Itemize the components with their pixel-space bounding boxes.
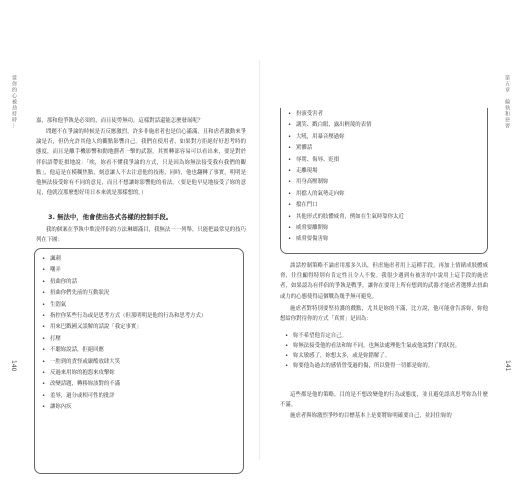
list-item: • 指控你某些行為或是思考方式（但那明明是他的行為和思考方式） <box>41 311 237 322</box>
right-paragraph-1: 談話控制策略不論虐用那多久出，但虐施虐者用上這種手段，再加上情緒成肢體威脅，往往顯得特別有肯定性且令人不悅。我很少遇到有被害的中說用上這手段的施虐者，如果認為有伴侶的爭執是戰爭，讓你在要用上所有想到的武器才能虐者選擇去扭曲或力的心態使得這個戰為幾乎無可避免。 <box>280 263 488 300</box>
reasons-list <box>284 331 488 371</box>
list-item: • 扭曲你的話 <box>41 277 237 288</box>
list-item: • 扮演受害者 <box>287 109 481 120</box>
list-item: • 用來巴戳國又誤解的話說「我定事實」 <box>41 322 237 333</box>
list-item: • 羞辱，過分或相可性的批評 <box>41 391 237 402</box>
tactics-box-right <box>280 108 488 254</box>
list-item: • 其他形式的肢體威脅，例如在生氣時靠你太近 <box>287 212 481 223</box>
right-running-head: 第五章 偏執和惡習 <box>504 75 510 129</box>
list-item: • 諷刺 <box>41 254 237 265</box>
left-page-number: 140 <box>10 360 17 372</box>
left-paragraph-1: 問題不在爭論的時候是否反應激烈，許多非施虐者也是信心滿滿，且和虐者激動來爭論是否，但仍允許其他人的觀點影響自己。我們在使用者，如果對方拒絕好好思考時的態度，而且是離手機影響和動地劃者一擊的武器，其實轉部容易可以看出來，要是對於伴侶語帶貶損地說：「唉，妳看不懂我爭論的方式，只是因為妳無法接受我有我們的觀點」，他這是在模糊焦點，刻意讓人不去注意他的技術，同時，他也翻轉了事實，明明是他無法接受妳有不同的意見，而且不想讓妳影響他的看法。（要是他早見地接受了妳的意見，他就沒那麼想好用日本來就是那樣想的。） <box>36 129 246 197</box>
list-item: • 反過來用妳的抱怨來攻擊妳 <box>41 368 237 379</box>
list-item: • 生悶氣 <box>41 300 237 311</box>
list-item: • 辱罵、侮辱、貶損 <box>287 155 481 166</box>
right-paragraph-4: 施虐者與妳激烈爭吵的目標基本上是要將妳明確要自己，並封住妳的 <box>290 413 452 419</box>
list-item: • 講笑、戳白眼、露出輕蔑的表情 <box>287 120 481 131</box>
list-item: • 大吼，用暴音壓過妳 <box>287 132 481 143</box>
left-paragraph-2: 我的個案在爭執中欺凌伴侶的方法琳瑯滿目，我無法一一列舉，只能把最常見的技巧列在下圖： <box>36 227 246 244</box>
list-item: • 嘲弄 <box>41 265 237 276</box>
list-item: • 罵髒話 <box>287 143 481 154</box>
list-item: • 打壓 <box>41 334 237 345</box>
list-item: • 用身高壓制妳 <box>287 177 481 188</box>
tactics-list-right <box>281 108 487 246</box>
list-item: • 擋在門口 <box>287 200 481 211</box>
list-item: • 走離現場 <box>287 166 481 177</box>
list-item: • 不聽妳說話，拒絕回應 <box>41 345 237 356</box>
list-item: • 用擋人的氣勢走向妳 <box>287 189 481 200</box>
list-item: • 一腔到的責怪或嚴酷放肆大笑 <box>41 357 237 368</box>
right-paragraph-2: 施虐者對特別要堅持護的戲點，尤其是妳的不滿，比方說，他可能會告訴妳，妳他想給你對待你的方式「真實」是因為： <box>280 306 488 323</box>
right-page-number: 141 <box>504 360 511 372</box>
tactics-list-left <box>35 249 243 414</box>
list-item: • 讓妳內疚 <box>41 402 237 413</box>
list-item: • 威脅要傷害妳 <box>287 234 481 245</box>
left-intro: 嘉，那和他爭執是必須的，而且徒勞無功。這樣對話還能怎麼發展呢？ <box>36 118 204 124</box>
list-item: • 妳無法接受他的看法和妳不同，也無法處理他生氣或他說對了的狀況。 <box>284 341 488 351</box>
list-item: • 妳要他為過去的感情曾受過的傷，所以覺得一切都是妳的。 <box>284 361 488 371</box>
list-item: • 改變話題，轉移妳該對的不滿 <box>41 379 237 390</box>
list-item: • 威脅要離開妳 <box>287 223 481 234</box>
list-item: • 扭曲你們先前的互動狀況 <box>41 288 237 299</box>
left-heading: 3. 無法中，他會使出各式各樣的控制手段。 <box>48 213 173 221</box>
left-running-head: 當你的心被劫持時… <box>11 75 17 129</box>
tactics-box-left <box>34 248 244 474</box>
list-item: • 妳太敏感了，妳想太多，或是妳錯解了。 <box>284 351 488 361</box>
right-paragraph-3: 這些都是他的策略，目的是不想改變他的行為或態度，並且避免認真思考妳為什麼不滿。 <box>280 392 488 409</box>
right-page <box>260 0 520 500</box>
list-item: • 妳不希望他肯定自己。 <box>284 331 488 341</box>
